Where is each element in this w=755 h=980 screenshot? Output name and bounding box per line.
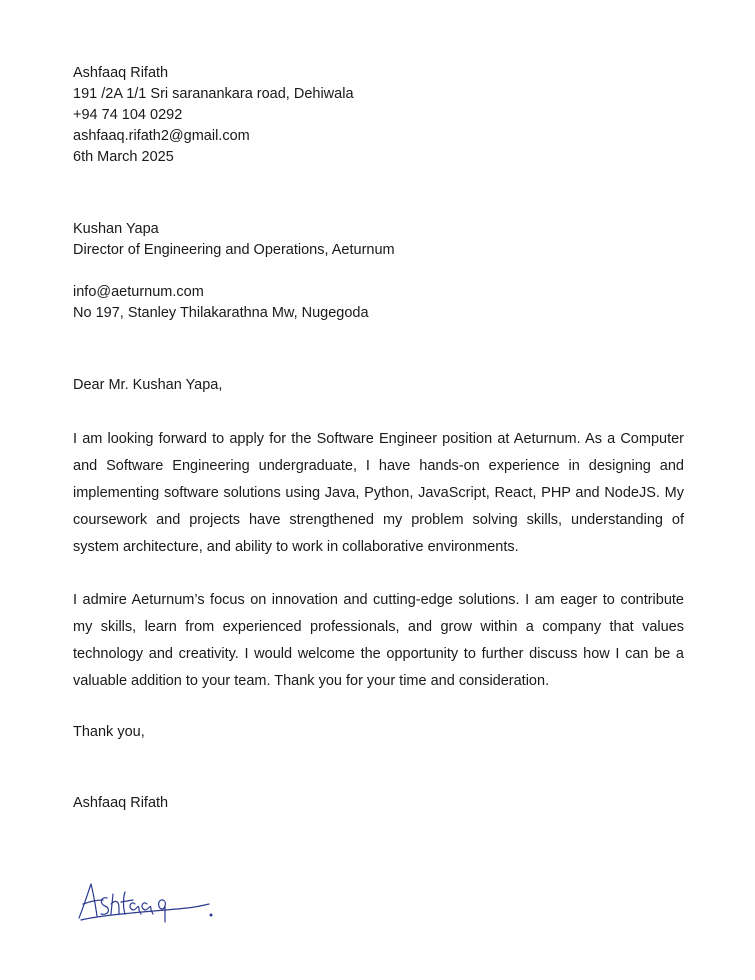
signature-name: Ashfaaq Rifath <box>73 795 169 811</box>
sender-address: 191 /2A 1/1 Sri saranankara road, Dehiwala <box>73 86 354 102</box>
sender-email: ashfaaq.rifath2@gmail.com <box>73 128 250 144</box>
recipient-email: info@aeturnum.com <box>73 284 204 300</box>
sender-name: Ashfaaq Rifath <box>73 65 169 81</box>
letter-page <box>73 63 684 814</box>
sender-phone: +94 74 104 0292 <box>73 107 183 123</box>
recipient-address: No 197, Stanley Thilakarathna Mw, Nugegoda <box>73 305 369 321</box>
sender-block <box>73 63 684 168</box>
handwritten-signature <box>77 878 217 926</box>
recipient-title: Director of Engineering and Operations, Aeturnum <box>73 242 395 258</box>
body-paragraph-2: I admire Aeturnum’s focus on innovation and cutting-edge solutions. I am eager to contribute my skills, learn from experienced professionals, and grow within a company that values technology and creativity. I would welcome the opportunity to further discuss how I can be a valuable addition to your team. Thank you for your time and consideration. <box>73 592 684 689</box>
closing: Thank you, <box>73 724 145 740</box>
salutation: Dear Mr. Kushan Yapa, <box>73 377 223 393</box>
recipient-block <box>73 219 684 261</box>
recipient-name: Kushan Yapa <box>73 221 159 237</box>
recipient-contact-block <box>73 282 684 324</box>
body-paragraph-1: I am looking forward to apply for the Software Engineer position at Aeturnum. As a Computer and Software Engineering undergraduate, I have hands-on experience in designing and implementing software solutions using Java, Python, JavaScript, React, PHP and NodeJS. My coursework and projects have strengthened my problem solving skills, understanding of system architecture, and ability to work in collaborative environments. <box>73 431 684 555</box>
letter-date: 6th March 2025 <box>73 149 174 165</box>
